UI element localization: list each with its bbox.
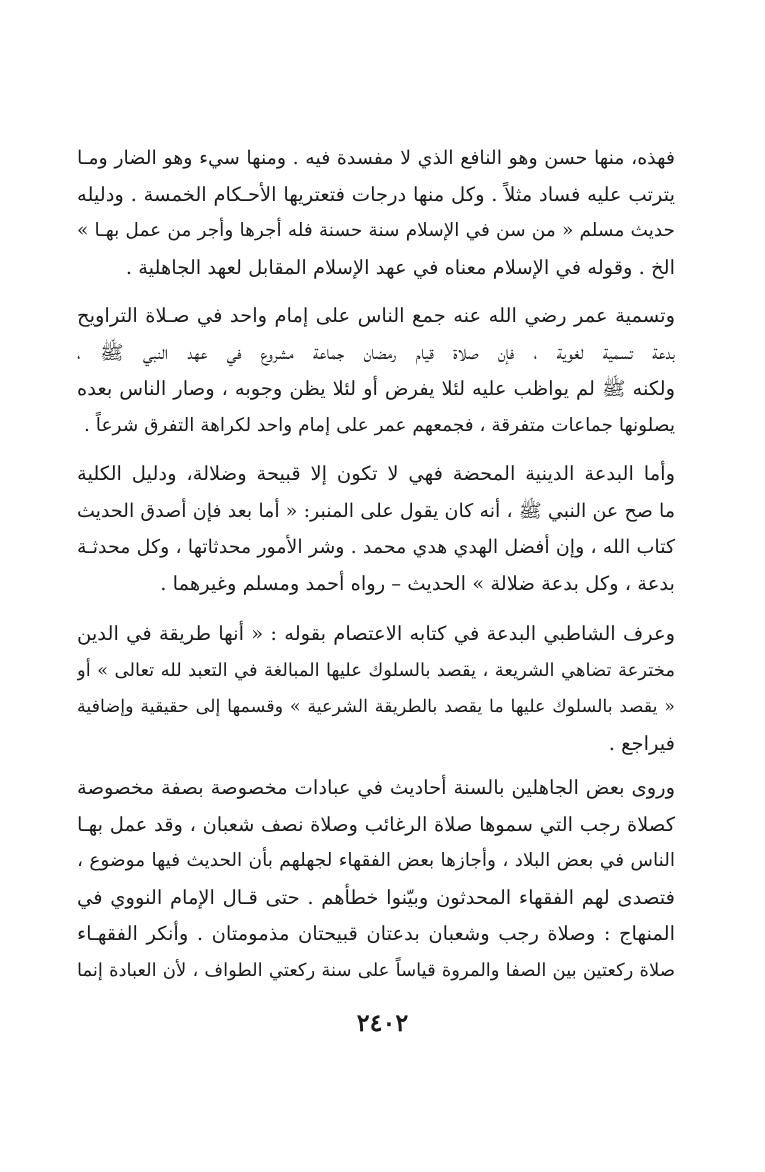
paragraph-3 xyxy=(77,456,675,602)
paragraph-line: يترتب عليه فساد مثلاً . وكل منها درجات فتعتريها الأحـكام الخمسة . ودليله xyxy=(77,182,675,206)
paragraph-line: وتسمية عمر رضي الله عنه جمع الناس على إمام واحد في صـلاة التراويح xyxy=(77,304,675,327)
paragraph-line: الناس في بعض البلاد ، وأجازها بعض الفقهاء لجهلهم بأن الحديث فيها موضوع ، xyxy=(77,850,675,871)
paragraph-line: الخ . وقوله في الإسلام معناه في عهد الإسلام المقابل لعهد الجاهلية . xyxy=(125,255,675,279)
paragraph-line: وروى بعض الجاهلين بالسنة أحاديث في عبادات مخصوصة بصفة مخصوصة xyxy=(77,776,675,799)
paragraph-line: وأما البدعة الدينية المحضة فهي لا تكون إلا قبيحة وضلالة، ودليل الكلية xyxy=(77,462,675,485)
paragraph-line: يصلونها جماعات متفرقة ، فجمعهم عمر على إمام واحد لكراهة التفرق شرعاً . xyxy=(84,414,675,436)
paragraph-line: كصلاة رجب التي سموها صلاة الرغائب وصلاة نصف شعبان ، وقد عمل بهـا xyxy=(77,812,675,836)
paragraph-line: مخترعة تضاهي الشريعة ، يقصد بالسلوك عليها المبالغة في التعبد لله تعالى » أو xyxy=(77,659,675,681)
paragraph-line: المنهاج : وصلاة رجب وشعبان بدعتان قبيحتان مذمومتان . وأنكر الفقهـاء xyxy=(77,922,675,945)
paragraph-line: ما صح عن النبي ﷺ ، أنه كان يقول على المنبر: « أما بعد فإن أصدق الحديث xyxy=(77,499,675,522)
paragraph-line: ولكنه ﷺ لم يواظب عليه لئلا يفرض أو لئلا يظن وجوبه ، وصار الناس بعده xyxy=(77,377,675,400)
paragraph-line: فيراجع . xyxy=(608,731,675,755)
paragraph-1 xyxy=(77,140,675,286)
paragraph-line: حديث مسلم « من سن في الإسلام سنة حسنة فله أجرها وأجر من عمل بهـا » xyxy=(77,220,675,241)
paragraph-line: كتاب الله ، وإن أفضل الهدي هدي محمد . وشر الأمور محدثاتها ، وكل محدثـة xyxy=(77,536,675,558)
paragraph-line: فتصدى لهم الفقهاء المحدثون وبيّنوا خطأهم . حتى قـال الإمام النووي في xyxy=(77,885,675,909)
paragraph-line: « يقصد بالسلوك عليها ما يقصد بالطريقة الشرعية » وقسمها إلى حقيقية وإضافية xyxy=(77,697,675,717)
paragraph-line: بدعة تسمية لغوية ، فإن صلاة قيام رمضان جماعة مشروع في عهد النبي ﷺ ، xyxy=(77,340,675,364)
page-number: ٢٤٠٢ xyxy=(356,1008,409,1037)
paragraph-line: فهذه، منها حسن وهو النافع الذي لا مفسدة فيه . ومنها سيء وهو الضار ومـا xyxy=(77,147,675,169)
paragraph-line: صلاة ركعتين بين الصفا والمروة قياساً على سنة ركعتي الطواف ، لأن العبادة إنما xyxy=(77,959,675,981)
paragraph-line: وعرف الشاطبي البدعة في كتابه الاعتصام بقوله : « أنها طريقة في الدين xyxy=(77,622,675,645)
paragraph-2 xyxy=(77,298,675,444)
paragraph-5 xyxy=(77,770,675,989)
paragraph-4 xyxy=(77,616,675,762)
paragraph-line: بدعة ، وكل بدعة ضلالة » الحديث – رواه أحمد ومسلم وغيرهما . xyxy=(160,571,675,595)
